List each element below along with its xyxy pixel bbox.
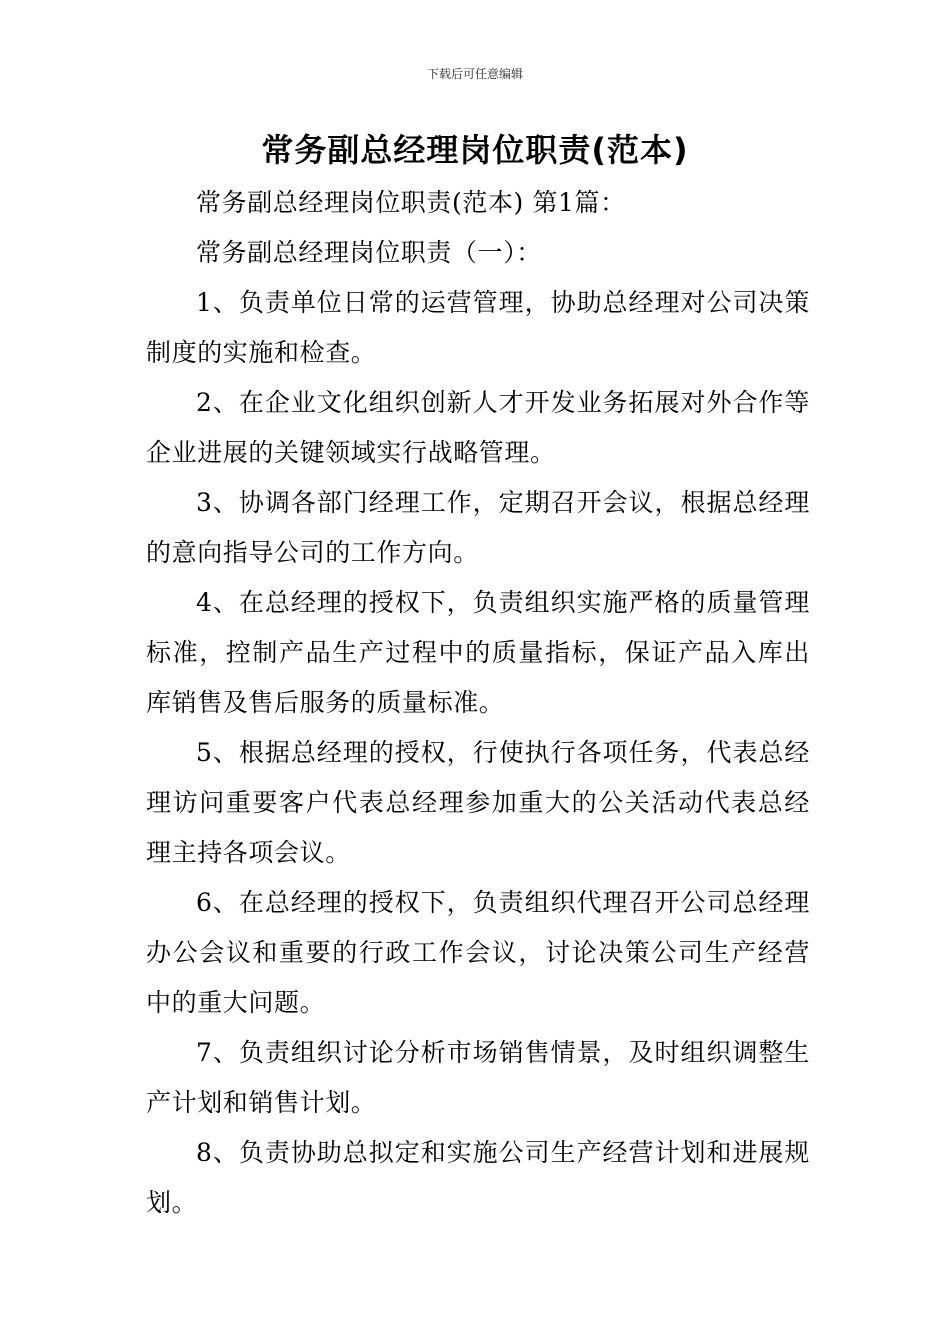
paragraph-subheading: 常务副总经理岗位职责（一）： [196, 238, 542, 267]
paragraph-item-6: 6、在总经理的授权下，负责组织代理召开公司总经理办公会议和重要的行政工作会议，讨论决策公司生产经营中的重大问题。 [146, 888, 810, 1017]
paragraph-item-5: 5、根据总经理的授权，行使执行各项任务，代表总经理访问重要客户代表总经理参加重大的公关活动代表总经理主持各项会议。 [146, 738, 810, 867]
paragraph-item-8: 8、负责协助总拟定和实施公司生产经营计划和进展规划。 [146, 1138, 810, 1217]
document-title: 常务副总经理岗位职责(范本) [261, 131, 689, 169]
paragraph-item-4: 4、在总经理的授权下，负责组织实施严格的质量管理标准，控制产品生产过程中的质量指标，保证产品入库出库销售及售后服务的质量标准。 [146, 588, 810, 717]
header-note: 下载后可任意编辑 [426, 67, 523, 81]
paragraph-item-2: 2、在企业文化组织创新人才开发业务拓展对外合作等企业进展的关键领域实行战略管理。 [146, 388, 810, 467]
paragraph-section-heading: 常务副总经理岗位职责(范本) 第1篇： [196, 188, 626, 217]
paragraph-item-7: 7、负责组织讨论分析市场销售情景，及时组织调整生产计划和销售计划。 [146, 1038, 810, 1117]
paragraph-item-3: 3、协调各部门经理工作，定期召开会议，根据总经理的意向指导公司的工作方向。 [146, 488, 810, 567]
document-body [146, 178, 810, 1228]
paragraph-item-1: 1、负责单位日常的运营管理，协助总经理对公司决策制度的实施和检查。 [146, 288, 810, 367]
